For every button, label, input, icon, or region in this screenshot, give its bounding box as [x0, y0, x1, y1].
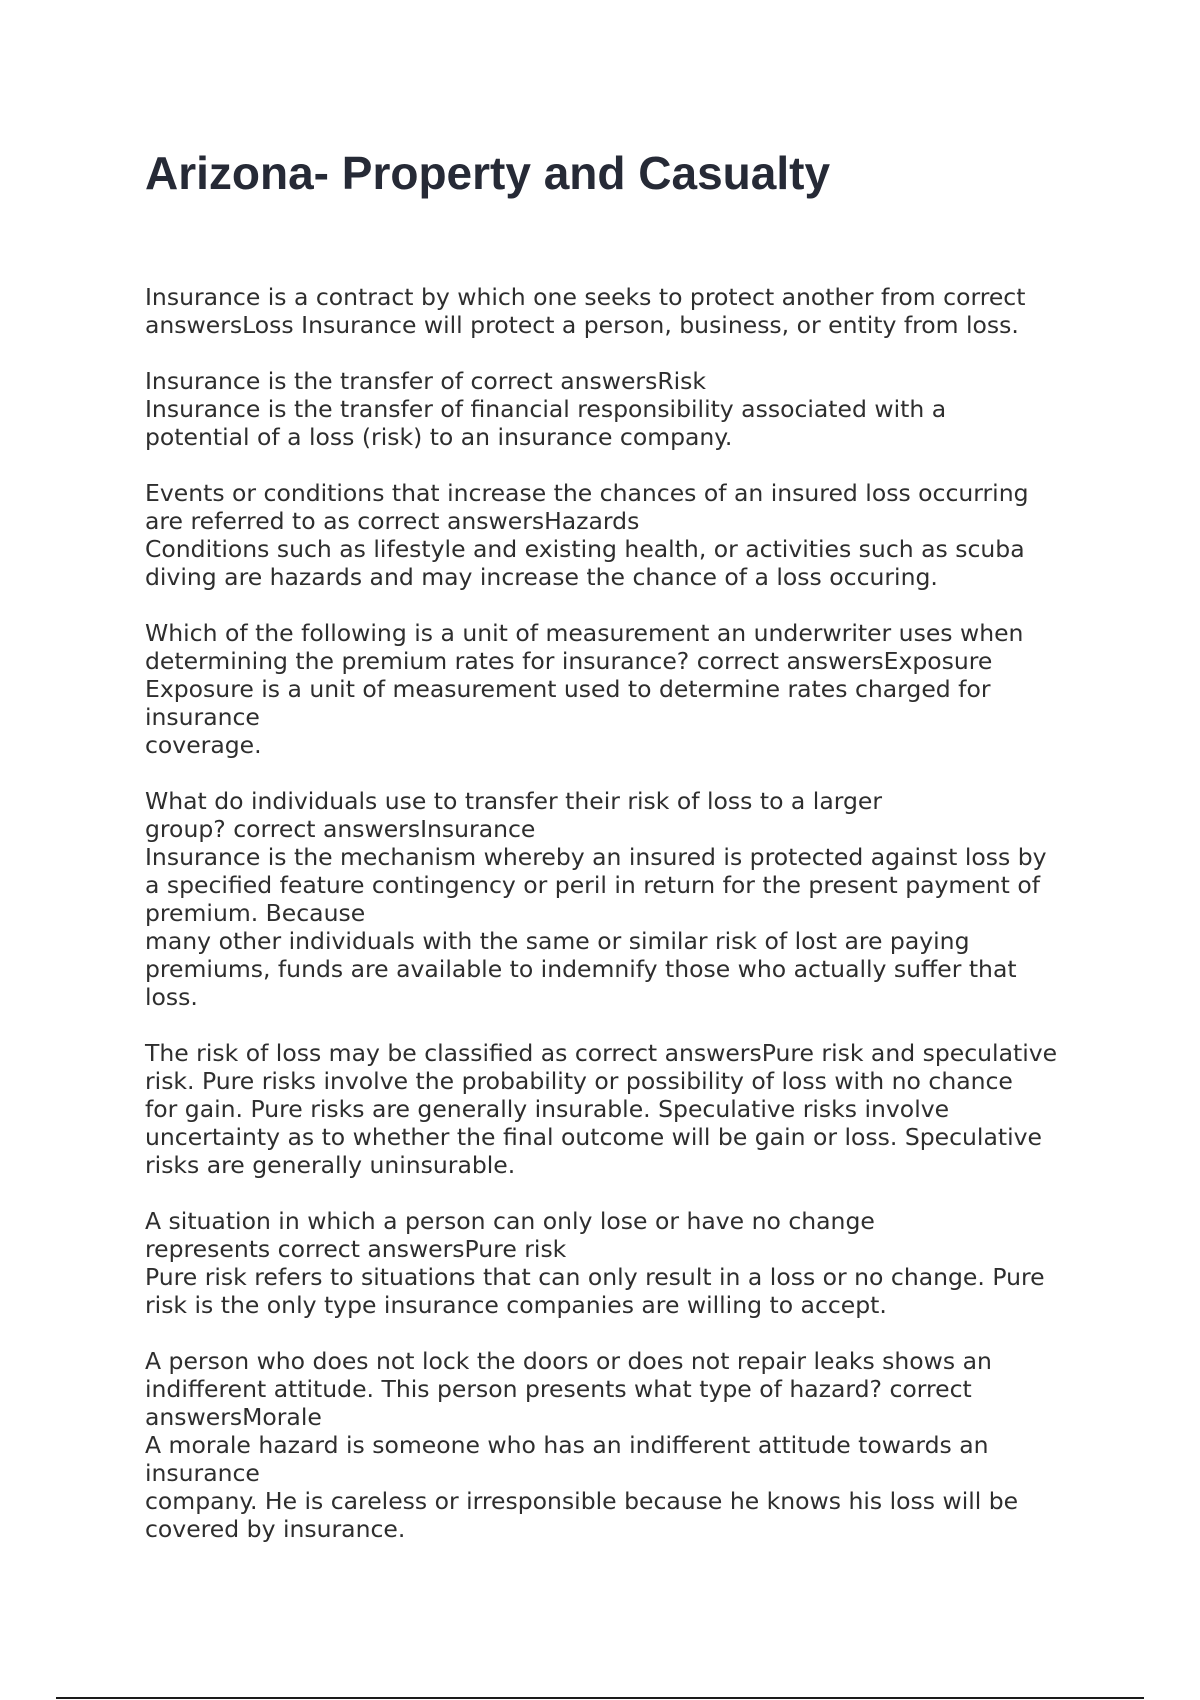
text-line: Which of the following is a unit of measurement an underwriter uses when	[145, 619, 1024, 647]
footer-divider	[56, 1697, 1144, 1699]
paragraph-5	[145, 787, 1095, 1011]
text-line: Insurance is the mechanism whereby an insured is protected against loss by	[145, 843, 1047, 871]
text-line: Events or conditions that increase the chances of an insured loss occurring	[145, 479, 1029, 507]
text-line: are referred to as correct answersHazards	[145, 507, 640, 535]
text-line: risk is the only type insurance companies are willing to accept.	[145, 1291, 887, 1319]
text-line: insurance	[145, 1459, 260, 1487]
text-line: Insurance is the transfer of financial responsibility associated with a	[145, 395, 947, 423]
paragraph-4	[145, 619, 1095, 759]
text-line: answersLoss Insurance will protect a person, business, or entity from loss.	[145, 311, 1019, 339]
text-line: Conditions such as lifestyle and existing health, or activities such as scuba	[145, 535, 1025, 563]
paragraph-2	[145, 367, 1095, 451]
text-line: covered by insurance.	[145, 1515, 406, 1543]
text-line: coverage.	[145, 731, 262, 759]
text-line: The risk of loss may be classified as correct answersPure risk and speculative	[145, 1039, 1058, 1067]
paragraph-3	[145, 479, 1095, 591]
paragraph-8	[145, 1347, 1095, 1543]
text-line: company. He is careless or irresponsible because he knows his loss will be	[145, 1487, 1019, 1515]
text-line: Exposure is a unit of measurement used to determine rates charged for	[145, 675, 991, 703]
text-line: A situation in which a person can only lose or have no change	[145, 1207, 875, 1235]
text-line: What do individuals use to transfer their risk of loss to a larger	[145, 787, 883, 815]
text-line: loss.	[145, 983, 198, 1011]
text-line: risk. Pure risks involve the probability or possibility of loss with no chance	[145, 1067, 1013, 1095]
text-line: indifferent attitude. This person presents what type of hazard? correct	[145, 1375, 972, 1403]
text-line: A person who does not lock the doors or does not repair leaks shows an	[145, 1347, 992, 1375]
text-line: uncertainty as to whether the final outcome will be gain or loss. Speculative	[145, 1123, 1042, 1151]
text-line: Insurance is the transfer of correct answersRisk	[145, 367, 707, 395]
text-line: for gain. Pure risks are generally insurable. Speculative risks involve	[145, 1095, 950, 1123]
text-line: answersMorale	[145, 1403, 322, 1431]
text-line: many other individuals with the same or similar risk of lost are paying	[145, 927, 970, 955]
paragraph-6	[145, 1039, 1095, 1179]
text-line: risks are generally uninsurable.	[145, 1151, 516, 1179]
paragraph-7	[145, 1207, 1095, 1319]
text-line: potential of a loss (risk) to an insurance company.	[145, 423, 733, 451]
text-line: diving are hazards and may increase the chance of a loss occuring.	[145, 563, 938, 591]
document-body	[145, 283, 1095, 1571]
text-line: Pure risk refers to situations that can only result in a loss or no change. Pure	[145, 1263, 1045, 1291]
text-line: a specified feature contingency or peril in return for the present payment of	[145, 871, 1041, 899]
text-line: group? correct answersInsurance	[145, 815, 536, 843]
text-line: premium. Because	[145, 899, 366, 927]
text-line: premiums, funds are available to indemnify those who actually suffer that	[145, 955, 1017, 983]
text-line: determining the premium rates for insurance? correct answersExposure	[145, 647, 993, 675]
text-line: insurance	[145, 703, 260, 731]
text-line: A morale hazard is someone who has an indifferent attitude towards an	[145, 1431, 989, 1459]
text-line: represents correct answersPure risk	[145, 1235, 567, 1263]
document-title: Arizona- Property and Casualty	[145, 147, 831, 199]
text-line: Insurance is a contract by which one seeks to protect another from correct	[145, 283, 1026, 311]
paragraph-1	[145, 283, 1095, 339]
